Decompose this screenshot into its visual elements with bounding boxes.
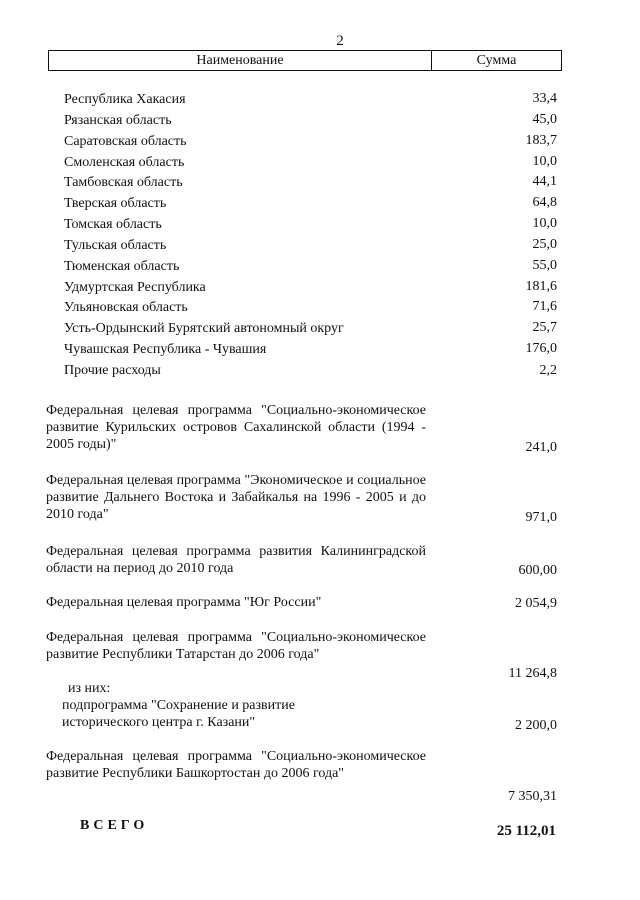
subprogram-amount: 2 200,0 xyxy=(515,718,557,733)
region-name: Тамбовская область xyxy=(64,175,183,190)
region-amount: 2,2 xyxy=(539,363,557,378)
region-amount: 25,7 xyxy=(532,320,557,335)
program-amount: 241,0 xyxy=(525,440,557,455)
region-amount: 10,0 xyxy=(532,154,557,169)
total-amount: 25 112,01 xyxy=(496,823,556,839)
region-name: Саратовская область xyxy=(64,134,187,149)
region-name: Тюменская область xyxy=(64,259,180,274)
region-name: Усть-Ордынский Бурятский автономный округ xyxy=(64,321,344,336)
program-amount: 7 350,31 xyxy=(508,789,557,804)
program-name: Федеральная целевая программа "Юг России" xyxy=(46,595,322,610)
table-header xyxy=(48,50,562,71)
region-name: Удмуртская Республика xyxy=(64,280,206,295)
region-amount: 10,0 xyxy=(532,216,557,231)
program-name: Федеральная целевая программа "Социально-экономическое развитие Республики Башкортостан до 2006 года" xyxy=(46,749,426,781)
region-amount: 183,7 xyxy=(525,133,557,148)
column-header-name: Наименование xyxy=(49,51,432,70)
program-amount: 11 264,8 xyxy=(508,666,557,681)
region-amount: 181,6 xyxy=(525,279,557,294)
region-amount: 71,6 xyxy=(532,299,557,314)
subprogram-name-line1: подпрограмма "Сохранение и развитие xyxy=(62,698,295,713)
program-name: Федеральная целевая программа "Экономическое и социальное развитие Дальнего Востока и Забайкалья на 1996 - 2005 и до 2010 года" xyxy=(46,473,426,522)
region-name: Смоленская область xyxy=(64,155,185,170)
program-amount: 600,00 xyxy=(518,563,557,578)
region-name: Чувашская Республика - Чувашия xyxy=(64,342,267,357)
subprogram-name-line2: исторического центра г. Казани" xyxy=(62,715,256,730)
region-amount: 44,1 xyxy=(532,174,557,189)
region-name: Ульяновская область xyxy=(64,300,188,315)
region-amount: 33,4 xyxy=(532,91,557,106)
page-number: 2 xyxy=(336,33,344,49)
program-amount: 971,0 xyxy=(525,510,557,525)
region-name: Рязанская область xyxy=(64,113,172,128)
region-name: Тверская область xyxy=(64,196,167,211)
region-name: Тульская область xyxy=(64,238,167,253)
program-name: Федеральная целевая программа развития Калининградской области на период до 2010 года xyxy=(46,544,426,576)
program-name: Федеральная целевая программа "Социально-экономическое развитие Курильских островов Сахалинской области (1994 - 2005 годы)" xyxy=(46,403,426,452)
program-amount: 2 054,9 xyxy=(515,596,557,611)
region-amount: 55,0 xyxy=(532,258,557,273)
column-header-sum: Сумма xyxy=(476,53,517,68)
program-name: Федеральная целевая программа "Социально-экономическое развитие Республики Татарстан до 2006 года" xyxy=(46,630,426,662)
total-label: ВСЕГО xyxy=(80,818,149,833)
region-name: Прочие расходы xyxy=(64,363,161,378)
subprogram-of-which: из них: xyxy=(68,681,111,696)
region-name: Республика Хакасия xyxy=(64,92,186,107)
region-amount: 25,0 xyxy=(532,237,557,252)
region-amount: 176,0 xyxy=(525,341,557,356)
region-name: Томская область xyxy=(64,217,162,232)
region-amount: 45,0 xyxy=(532,112,557,127)
region-amount: 64,8 xyxy=(532,195,557,210)
